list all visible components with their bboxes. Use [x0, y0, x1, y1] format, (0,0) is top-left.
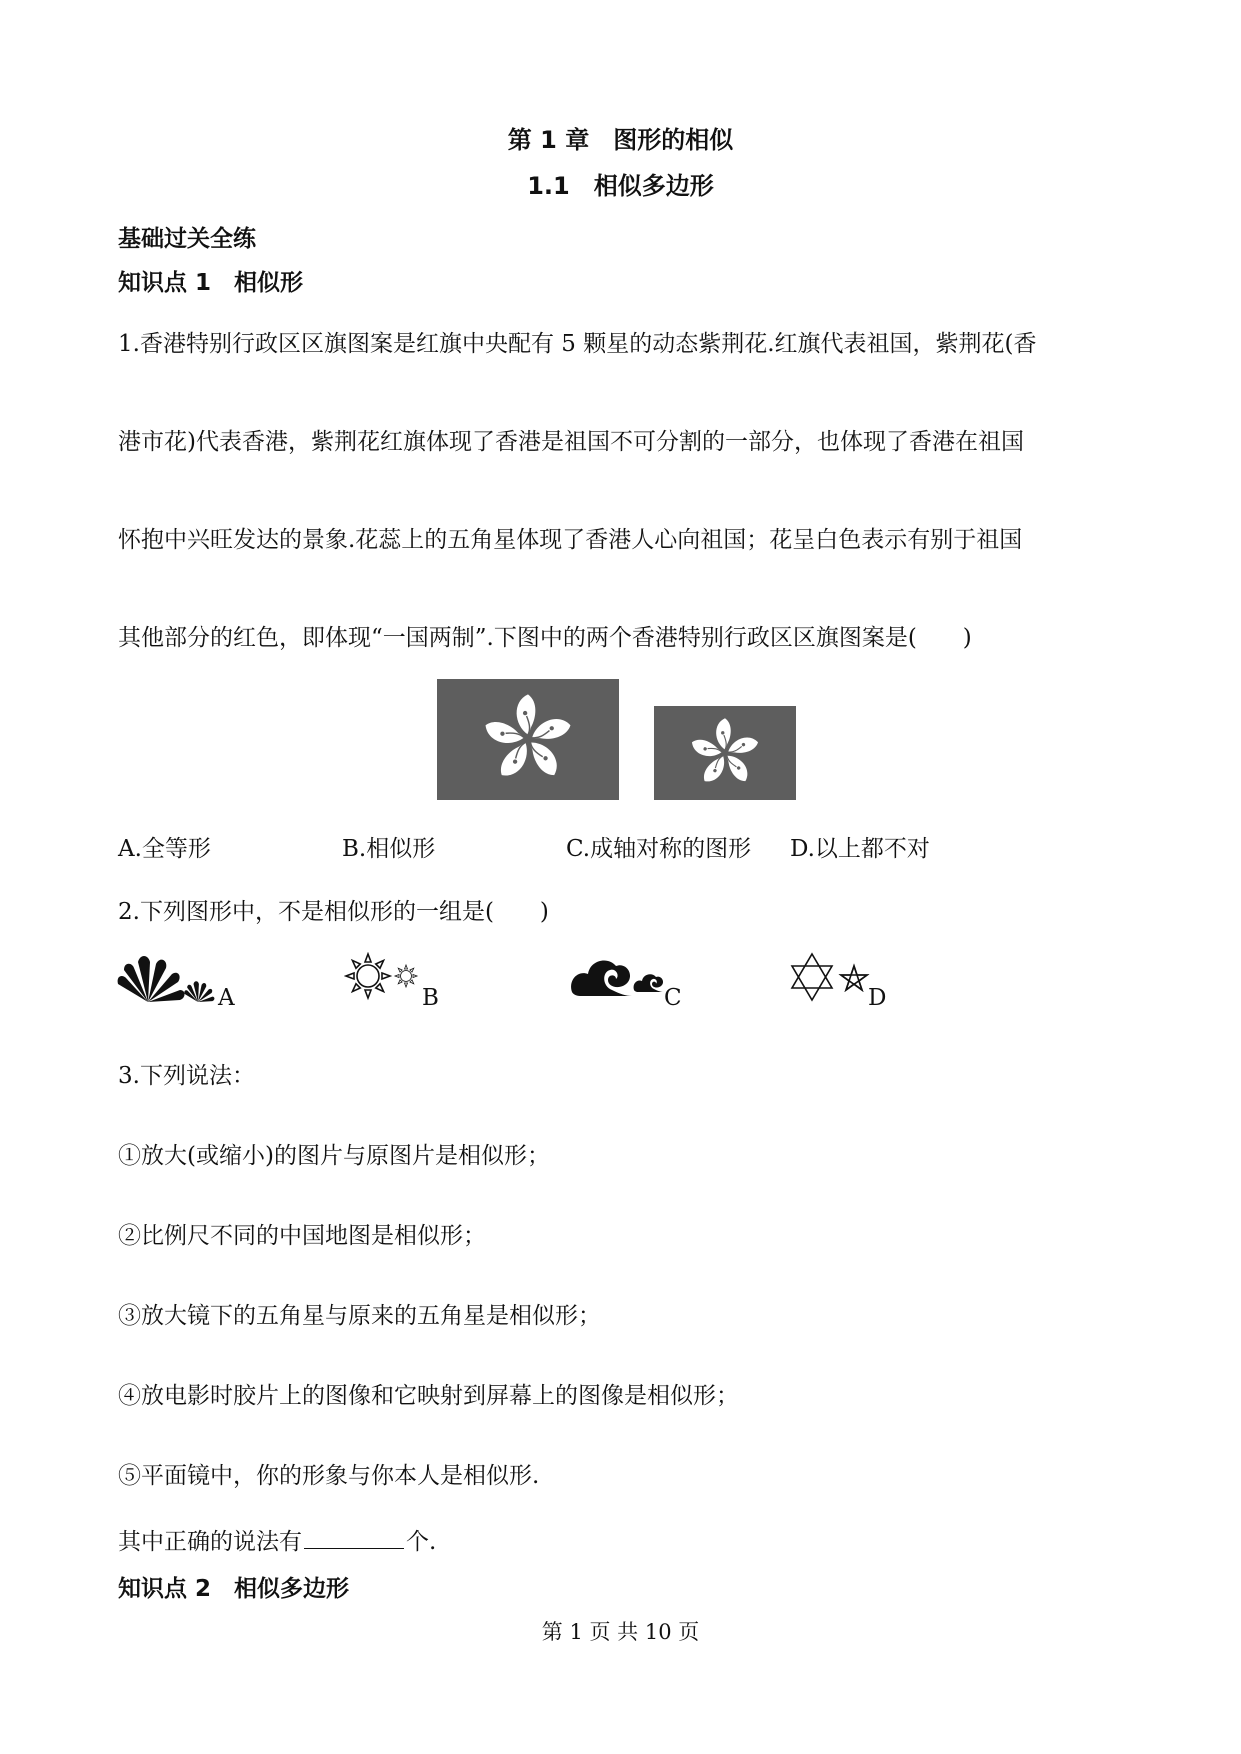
knowledge-point-1-heading: 知识点 1 相似形: [118, 270, 304, 296]
answer-suffix: 个.: [406, 1529, 437, 1555]
question-1-option-c: C.成轴对称的图形: [566, 836, 752, 862]
question-3-item-5: ⑤平面镜中，你的形象与你本人是相似形.: [118, 1463, 540, 1489]
answer-blank[interactable]: [304, 1530, 404, 1549]
question-1-option-b: B.相似形: [342, 836, 436, 862]
question-1-line-1: 1.香港特别行政区区旗图案是红旗中央配有 5 颗星的动态紫荆花.红旗代表祖国，紫荆花(香: [118, 331, 1037, 357]
figure-label-b: B: [422, 985, 439, 1011]
question-2-text: 2.下列图形中，不是相似形的一组是( ): [118, 899, 549, 925]
question-1-option-d: D.以上都不对: [790, 836, 930, 862]
question-3-intro: 3.下列说法：: [118, 1063, 255, 1089]
cloud-figure-icon: [568, 952, 666, 1004]
page-footer: 第 1 页 共 10 页: [541, 1620, 700, 1644]
question-3-answer-line: [118, 1523, 436, 1556]
bauhinia-flower-icon: [437, 679, 619, 800]
figure-label-d: D: [868, 985, 887, 1011]
question-3-item-3: ③放大镜下的五角星与原来的五角星是相似形；: [118, 1303, 601, 1329]
shell-figure-icon: [116, 950, 216, 1005]
star-figure-icon: [790, 952, 872, 1004]
figure-label-c: C: [664, 985, 682, 1011]
hong-kong-flag-large: [437, 679, 619, 800]
question-3-item-1: ①放大(或缩小)的图片与原图片是相似形；: [118, 1143, 550, 1169]
sun-figure-icon: [344, 952, 422, 1004]
figure-label-a: A: [218, 985, 235, 1011]
question-1-line-2: 港市花)代表香港，紫荆花红旗体现了香港是祖国不可分割的一部分，也体现了香港在祖国: [118, 429, 1024, 455]
bauhinia-flower-icon: [654, 706, 796, 800]
section-title: 1.1 相似多边形: [527, 172, 714, 200]
hong-kong-flag-small: [654, 706, 796, 800]
question-1-option-a: A.全等形: [118, 836, 211, 862]
question-1-line-3: 怀抱中兴旺发达的景象.花蕊上的五角星体现了香港人心向祖国；花呈白色表示有别于祖国: [118, 527, 1023, 553]
question-3-item-2: ②比例尺不同的中国地图是相似形；: [118, 1223, 486, 1249]
answer-prefix: 其中正确的说法有: [118, 1529, 302, 1555]
knowledge-point-2-heading: 知识点 2 相似多边形: [118, 1576, 350, 1602]
chapter-title: 第 1 章 图形的相似: [507, 126, 734, 154]
exercise-heading: 基础过关全练: [118, 226, 256, 252]
question-3-item-4: ④放电影时胶片上的图像和它映射到屏幕上的图像是相似形；: [118, 1383, 739, 1409]
question-1-line-4: 其他部分的红色，即体现“一国两制”.下图中的两个香港特别行政区区旗图案是( ): [118, 625, 972, 651]
